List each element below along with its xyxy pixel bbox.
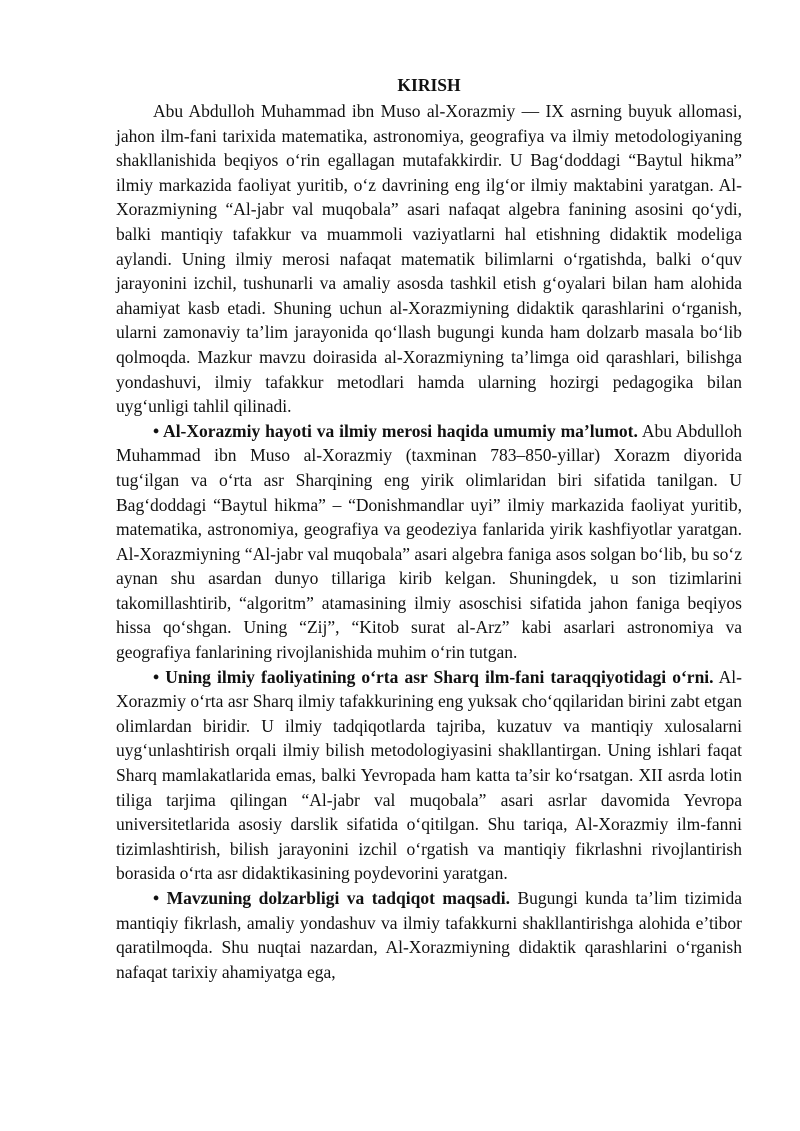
section-heading: • Mavzuning dolzarbligi va tadqiqot maqsadi. [153, 888, 510, 908]
section-heading: • Uning ilmiy faoliyatining o‘rta asr Sharq ilm-fani taraqqiyotidagi o‘rni. [153, 666, 714, 687]
section-biography [116, 419, 742, 665]
section-heading: • Al-Xorazmiy hayoti va ilmiy merosi haqida umumiy ma’lumot. [153, 420, 638, 441]
paragraph-text: Bugungi kunda ta’lim tizimida mantiqiy fikrlash, amaliy yondashuv va ilmiy tafakkurni shakllantirishga alohida e’tibor qaratilmoqda. Shu nuqtai nazardan, Al-Xorazmiyning didaktik qarashlarini o‘rganish nafaqat tarixiy ahamiyatga ega, [116, 888, 742, 982]
section-scientific-role [116, 665, 742, 886]
paragraph-text: Al-Xorazmiy o‘rta asr Sharq ilmiy tafakkurining eng yuksak cho‘qqilaridan birini zabt etgan olimlardan biridir. U ilmiy tadqiqotlarda tajriba, kuzatuv va mantiqiy xulosalarni uyg‘unlashtirish orqali ilmiy bilish metodologiyasini shakllantirgan. Uning ishlari faqat Sharq mamlakatlarida emas, balki Yevropada ham katta ta’sir ko‘rsatgan. XII asrda lotin tiliga tarjima qilingan “Al-jabr val muqobala” asari asrlar davomida Yevropa universitetlarida asosiy darslik sifatida o‘qitilgan. Shu tariqa, Al-Xorazmiy ilm-fanni tizimlashtirish, bilish jarayonini izchil o‘rgatish va mantiqiy fikrlashni rivojlantirish borasida o‘rta asr didaktikasining poydevorini yaratgan. [116, 666, 742, 884]
intro-paragraph [116, 99, 742, 419]
paragraph-text: Abu Abdulloh Muhammad ibn Muso al-Xorazmiy — IX asrning buyuk allomasi, jahon ilm-fani tarixida matematika, astronomiya, geografiya va ilmiy metodologiyaning shakllanishida beqiyos o‘rin egallagan mutafakkirdir. U Bag‘doddagi “Baytul hikma” ilmiy markazida faoliyat yuritib, o‘z davrining eng ilg‘or ilmiy maktabini yaratgan. Al-Xorazmiyning “Al-jabr val muqobala” asari nafaqat algebra fanining asosini qo‘ydi, balki mantiqiy tafakkur va muammoli vaziyatlarni hal etishning didaktik modeliga aylandi. Uning ilmiy merosi nafaqat matematik bilimlarni o‘rgatishda, balki o‘quv jarayonini izchil, tushunarli va amaliy asosda tashkil etish g‘oyalari bilan ham alohida ahamiyat kasb etadi. Shuning uchun al-Xorazmiyning didaktik qarashlarini o‘rganish, ularni zamonaviy ta’lim jarayonida qo‘llash bugungi kunda ham dolzarb masala bo‘lib qolmoqda. Mazkur mavzu doirasida al-Xorazmiyning ta’limga oid qarashlari, bilishga yondashuvi, ilmiy tafakkur metodlari hamda ularning hozirgi pedagogika bilan uyg‘unligi tahlil qilinadi. [116, 101, 742, 417]
section-relevance [116, 886, 742, 984]
document-title: KIRISH [397, 75, 461, 95]
paragraph-text: Abu Abdulloh Muhammad ibn Muso al-Xorazmiy (taxminan 783–850-yillar) Xorazm diyorida tug‘ilgan va o‘rta asr Sharqining eng yirik olimlaridan biri sifatida tanilgan. U Bag‘doddagi “Baytul hikma” – “Donishmandlar uyi” ilmiy markazida faoliyat yuritib, matematika, astronomiya, geografiya va geodeziya fanlarida yirik kashfiyotlar yaratgan. Al-Xorazmiyning “Al-jabr val muqobala” asari algebra faniga asos solgan bo‘lib, bu so‘z aynan shu asardan dunyo tillariga kirib kelgan. Shuningdek, u son tizimlarini takomillashtirib, “algoritm” atamasining ilmiy asoschisi sifatida jahon faniga beqiyos hissa qo‘shgan. Uning “Zij”, “Kitob surat al-Arz” kabi asarlari astronomiya va geografiya fanlarining rivojlanishida muhim o‘rin tutgan. [116, 420, 742, 663]
